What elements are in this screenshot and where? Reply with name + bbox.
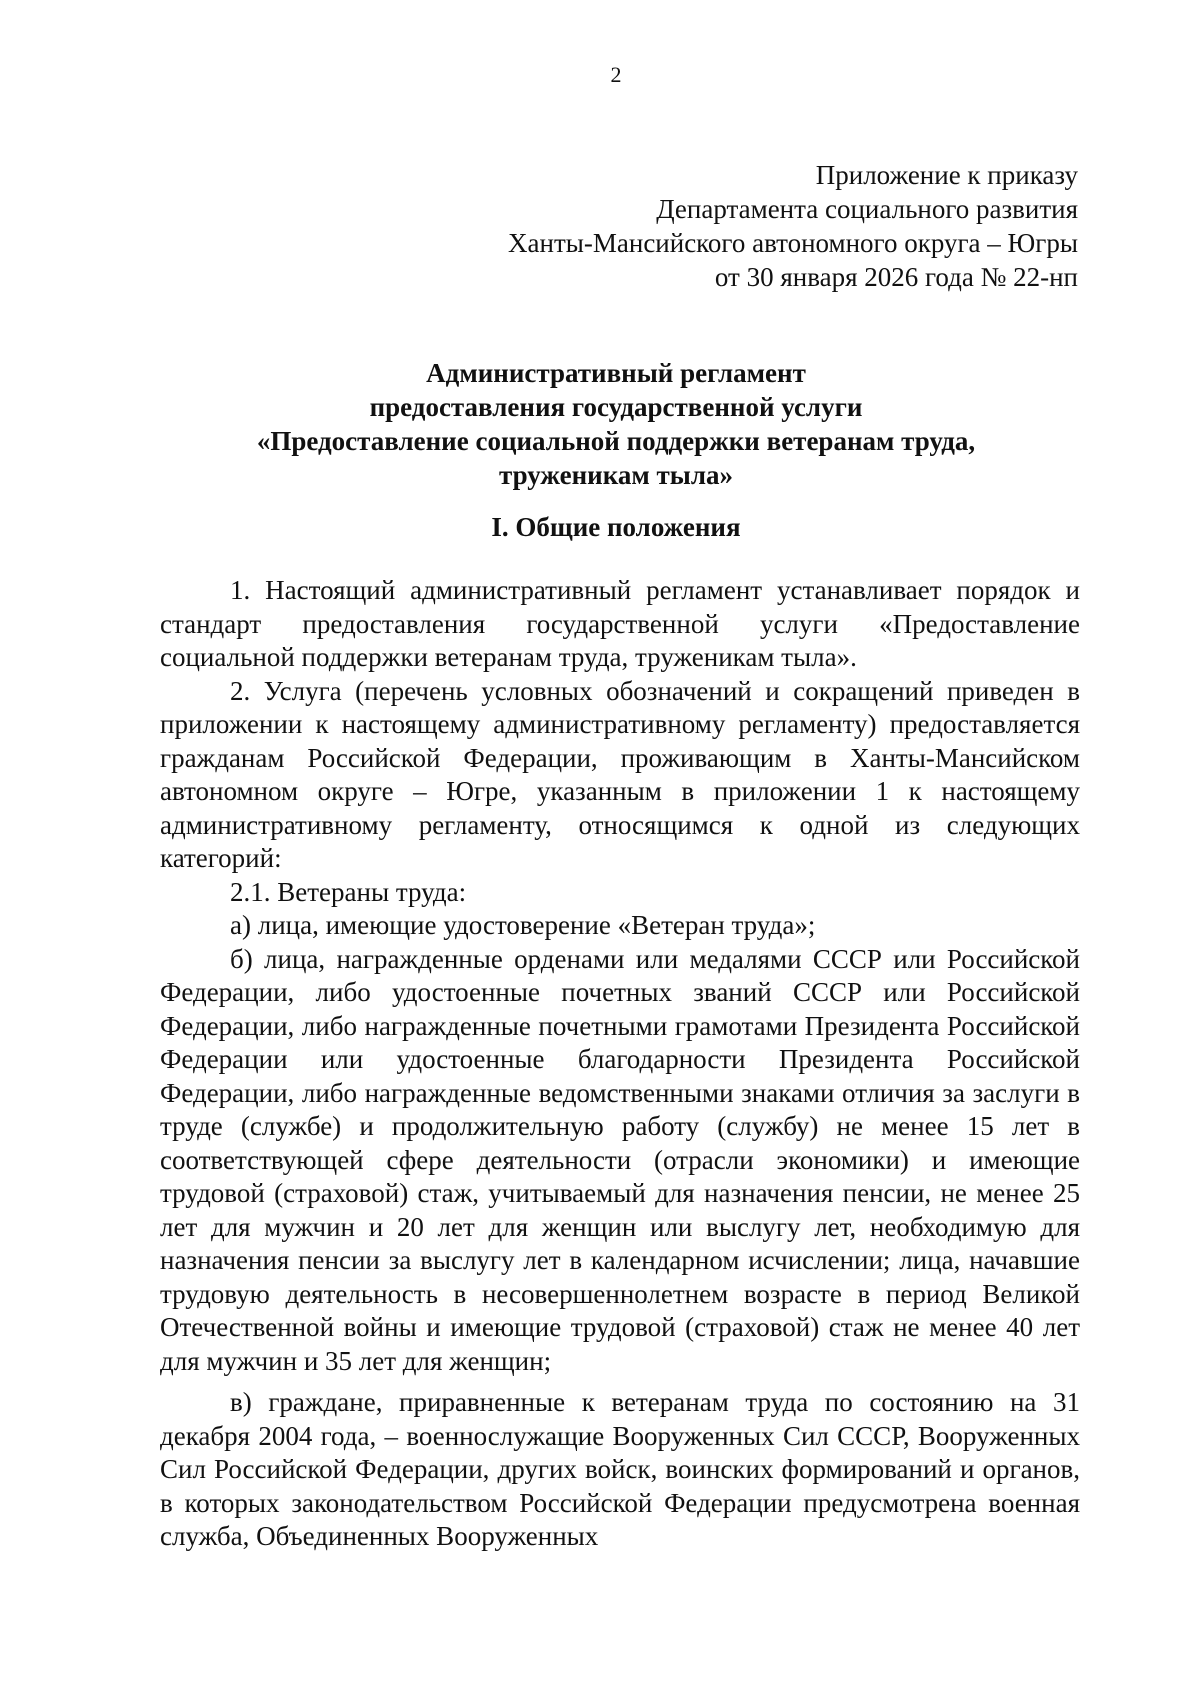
paragraph-v: в) граждане, приравненные к ветеранам труда по состоянию на 31 декабря 2004 года, – военнослужащие Вооруженных Сил СССР, Вооруженных Сил Российской Федерации, других войск, воинских формирований и органов, в которых законодательством Российской Федерации предусмотрена военная служба, Объединенных Вооруженных — [160, 1387, 1080, 1551]
title-line: труженикам тыла» — [499, 460, 733, 490]
page-number: 2 — [610, 62, 622, 87]
paragraph-b: б) лица, награжденные орденами или медалями СССР или Российской Федерации, либо удостоенные почетных званий СССР или Российской Федерации, либо награжденные почетными грамотами Президента Российской Федерации или удостоенные благодарности Президента Российской Федерации, либо награжденные ведомственными знаками отличия за заслуги в труде (службе) и продолжительную работу (службу) не менее 15 лет в соответствующей сфере деятельности (отрасли экономики) и имеющие трудовой (страховой) стаж, учитываемый для назначения пенсии, не менее 25 лет для мужчин и 20 лет для женщин или выслугу лет, необходимую для назначения пенсии за выслугу лет в календарном исчислении; лица, начавшие трудовую деятельность в несовершеннолетнем возрасте в период Великой Отечественной войны и имеющие трудовой (страховой) стаж не менее 40 лет для мужчин и 35 лет для женщин; — [160, 943, 1080, 1376]
appendix-header — [508, 158, 1078, 294]
appendix-line: Ханты-Мансийского автономного округа – Югры — [508, 228, 1078, 258]
title-line: предоставления государственной услуги — [369, 392, 863, 422]
appendix-line: Департамента социального развития — [656, 194, 1078, 224]
appendix-line: от 30 января 2026 года № 22-нп — [714, 262, 1078, 292]
paragraph-2-1: 2.1. Ветераны труда: — [230, 876, 467, 907]
body-text — [160, 574, 1080, 1554]
paragraph-1: 1. Настоящий административный регламент устанавливает порядок и стандарт предоставления государственной услуги «Предоставление социальной поддержки ветеранам труда, труженикам тыла». — [160, 575, 1080, 672]
title-line: Административный регламент — [426, 358, 806, 388]
document-title — [0, 356, 1200, 492]
paragraph-2: 2. Услуга (перечень условных обозначений и сокращений приведен в приложении к настоящему административному регламенту) предоставляется гражданам Российской Федерации, проживающим в Ханты-Мансийском автономном округе – Югре, указанным в приложении 1 к настоящему административному регламенту, относящимся к одной из следующих категорий: — [160, 675, 1080, 873]
section-heading: I. Общие положения — [491, 512, 741, 542]
title-line: «Предоставление социальной поддержки ветеранам труда, — [256, 426, 976, 456]
paragraph-a: а) лица, имеющие удостоверение «Ветеран труда»; — [230, 910, 816, 940]
appendix-line: Приложение к приказу — [815, 160, 1078, 190]
